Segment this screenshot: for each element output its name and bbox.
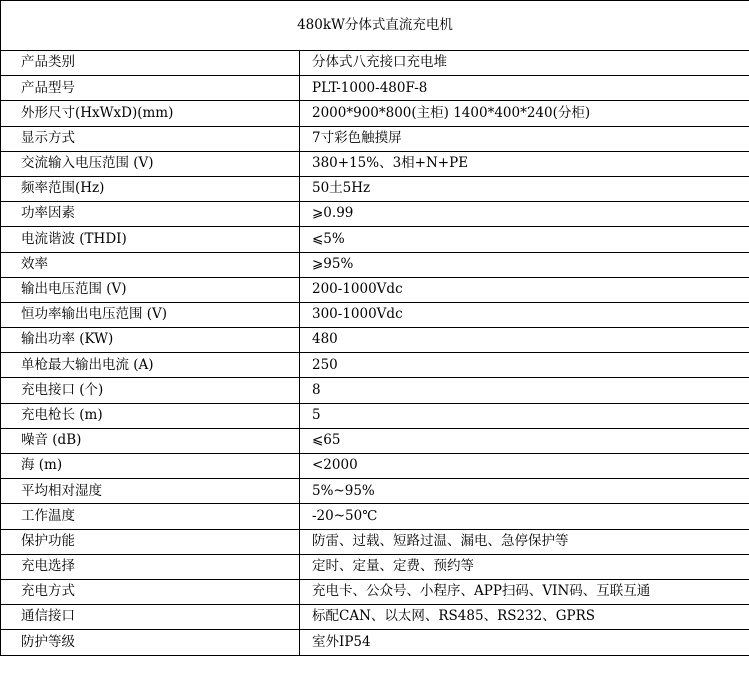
spec-label: 外形尺寸(HxWxD)(mm) bbox=[1, 101, 300, 126]
spec-label: 海 (m) bbox=[1, 454, 300, 479]
table-title-row bbox=[1, 1, 749, 51]
table-row bbox=[1, 554, 749, 579]
spec-table-body bbox=[1, 1, 749, 656]
spec-label: 充电接口 (个) bbox=[1, 378, 300, 403]
table-row bbox=[1, 579, 749, 604]
table-row bbox=[1, 176, 749, 201]
spec-label: 显示方式 bbox=[1, 126, 300, 151]
spec-value: ⩾0.99 bbox=[300, 202, 749, 227]
spec-label: 功率因素 bbox=[1, 202, 300, 227]
table-row bbox=[1, 227, 749, 252]
spec-value: 380+15%、3相+N+PE bbox=[300, 151, 749, 176]
table-row bbox=[1, 479, 749, 504]
spec-value: ⩽65 bbox=[300, 428, 749, 453]
spec-value: 定时、定量、定费、预约等 bbox=[300, 554, 749, 579]
spec-value: 充电卡、公众号、小程序、APP扫码、VIN码、互联互通 bbox=[300, 579, 749, 604]
spec-label: 充电枪长 (m) bbox=[1, 403, 300, 428]
spec-label: 交流输入电压范围 (V) bbox=[1, 151, 300, 176]
spec-value: <2000 bbox=[300, 454, 749, 479]
spec-label: 输出电压范围 (V) bbox=[1, 277, 300, 302]
table-row bbox=[1, 353, 749, 378]
table-row bbox=[1, 51, 749, 76]
spec-value: 8 bbox=[300, 378, 749, 403]
spec-value: 标配CAN、以太网、RS485、RS232、GPRS bbox=[300, 605, 749, 630]
spec-value: PLT-1000-480F-8 bbox=[300, 76, 749, 101]
table-row bbox=[1, 630, 749, 655]
table-row bbox=[1, 126, 749, 151]
spec-value: 2000*900*800(主柜) 1400*400*240(分柜) bbox=[300, 101, 749, 126]
table-title: 480kW分体式直流充电机 bbox=[1, 1, 749, 51]
spec-label: 效率 bbox=[1, 252, 300, 277]
spec-value: 5 bbox=[300, 403, 749, 428]
table-row bbox=[1, 504, 749, 529]
spec-label: 电流谐波 (THDI) bbox=[1, 227, 300, 252]
table-row bbox=[1, 378, 749, 403]
spec-label: 单枪最大输出电流 (A) bbox=[1, 353, 300, 378]
spec-value: 250 bbox=[300, 353, 749, 378]
spec-value: 防雷、过载、短路过温、漏电、急停保护等 bbox=[300, 529, 749, 554]
table-row bbox=[1, 101, 749, 126]
spec-label: 充电选择 bbox=[1, 554, 300, 579]
table-row bbox=[1, 403, 749, 428]
spec-value: ⩾95% bbox=[300, 252, 749, 277]
spec-value: 5%~95% bbox=[300, 479, 749, 504]
table-row bbox=[1, 302, 749, 327]
table-row bbox=[1, 605, 749, 630]
spec-label: 通信接口 bbox=[1, 605, 300, 630]
spec-label: 频率范围(Hz) bbox=[1, 176, 300, 201]
spec-value: -20~50℃ bbox=[300, 504, 749, 529]
spec-label: 充电方式 bbox=[1, 579, 300, 604]
table-row bbox=[1, 151, 749, 176]
table-row bbox=[1, 202, 749, 227]
table-row bbox=[1, 76, 749, 101]
table-row bbox=[1, 252, 749, 277]
table-row bbox=[1, 277, 749, 302]
table-row bbox=[1, 454, 749, 479]
spec-value: 分体式八充接口充电堆 bbox=[300, 51, 749, 76]
table-row bbox=[1, 328, 749, 353]
spec-value: ⩽5% bbox=[300, 227, 749, 252]
spec-label: 保护功能 bbox=[1, 529, 300, 554]
spec-label: 产品类别 bbox=[1, 51, 300, 76]
spec-value: 200-1000Vdc bbox=[300, 277, 749, 302]
spec-value: 7寸彩色触摸屏 bbox=[300, 126, 749, 151]
spec-label: 产品型号 bbox=[1, 76, 300, 101]
table-row bbox=[1, 529, 749, 554]
spec-value: 480 bbox=[300, 328, 749, 353]
spec-label: 输出功率 (KW) bbox=[1, 328, 300, 353]
spec-label: 防护等级 bbox=[1, 630, 300, 655]
spec-label: 工作温度 bbox=[1, 504, 300, 529]
spec-label: 恒功率输出电压范围 (V) bbox=[1, 302, 300, 327]
spec-label: 噪音 (dB) bbox=[1, 428, 300, 453]
table-row bbox=[1, 428, 749, 453]
spec-value: 300-1000Vdc bbox=[300, 302, 749, 327]
spec-value: 50土5Hz bbox=[300, 176, 749, 201]
spec-label: 平均相对湿度 bbox=[1, 479, 300, 504]
spec-value: 室外IP54 bbox=[300, 630, 749, 655]
